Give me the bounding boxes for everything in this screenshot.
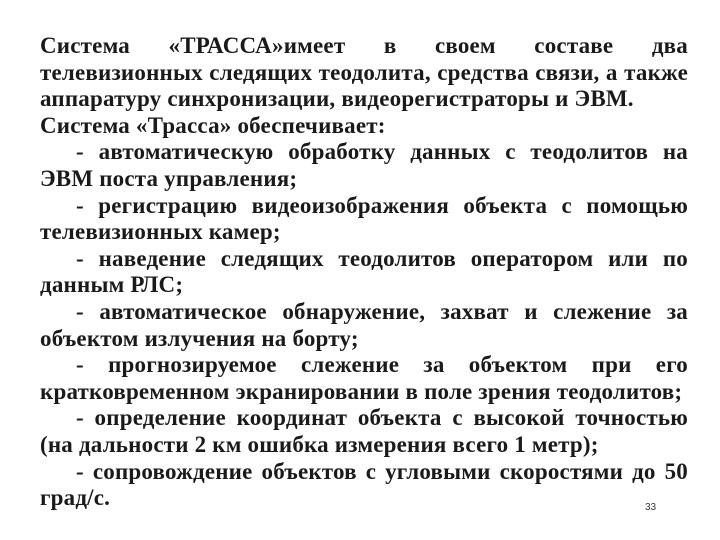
intro-paragraph: Система «ТРАССА»имеет в своем составе два телевизионных следящих теодолита, средства связи, а также аппаратуру синхронизации, видеорегистраторы и ЭВМ. [40, 33, 688, 112]
list-item: - определение координат объекта с высокой точностью (на дальности 2 км ошибка измерения всего 1 метр); [40, 405, 688, 457]
body-text [40, 33, 688, 512]
list-item: - наведение следящих теодолитов оператором или по данным РЛС; [40, 245, 688, 298]
provides-heading: Система «Трасса» обеспечивает: [40, 112, 386, 138]
list-item: - сопровождение объектов с угловыми скоростями до 50 град/с. [40, 458, 688, 511]
list-item: - регистрацию видеоизображения объекта с помощью телевизионных камер; [40, 192, 688, 245]
list-item: - автоматическую обработку данных с теодолитов на ЭВМ поста управления; [40, 139, 688, 191]
list-item: - прогнозируемое слежение за объектом при его кратковременном экранировании в поле зрения теодолитов; [40, 352, 688, 404]
page-number: 33 [645, 502, 657, 513]
list-item: - автоматическое обнаружение, захват и слежение за объектом излучения на борту; [40, 298, 688, 351]
